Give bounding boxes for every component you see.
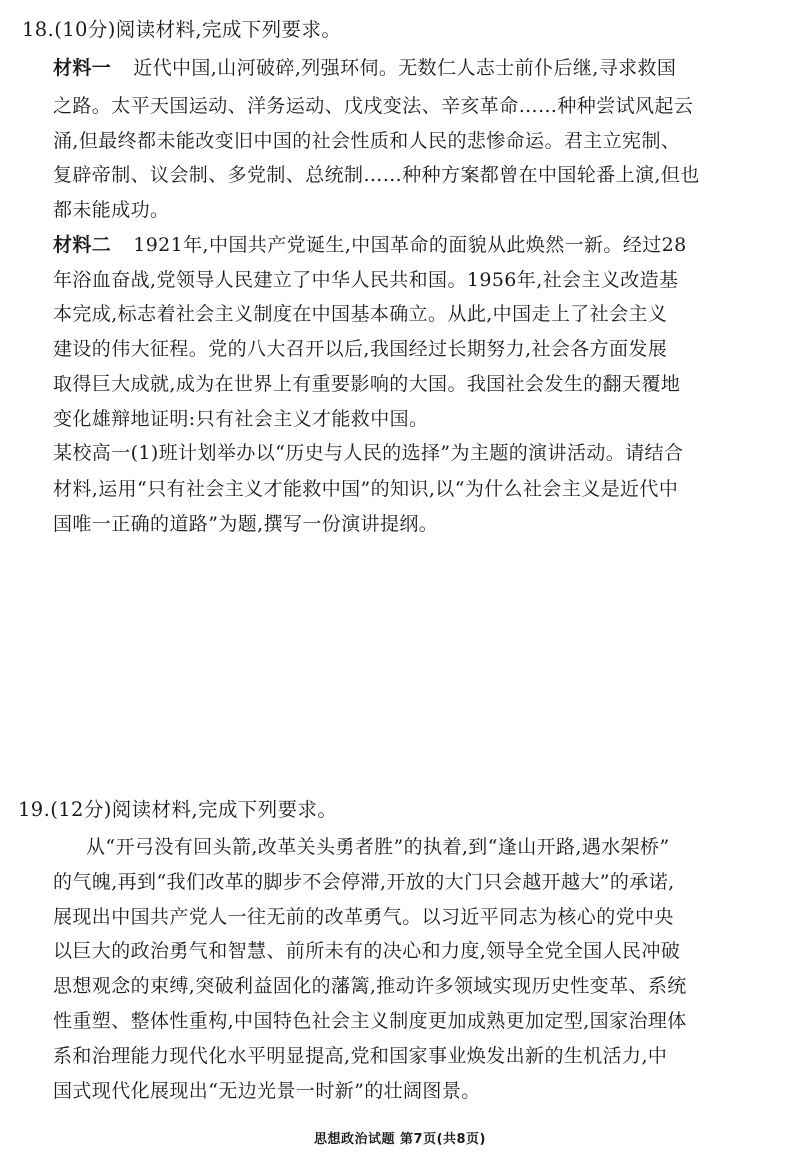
material-2-line-1: 材料二 1921年,中国共产党诞生,中国革命的面貌从此焕然一新。经过28 <box>53 234 687 256</box>
material-2-line-4: 建设的伟大征程。党的八大召开以后,我国经过长期努力,社会各方面发展 <box>53 338 668 360</box>
material-1-line-5: 都未能成功。 <box>53 199 170 221</box>
question-18-header: 18.(10分)阅读材料,完成下列要求。 <box>22 18 342 41</box>
question-19-line-2: 的气魄,再到“我们改革的脚步不会停滞,开放的大门只会越开越大”的承诺, <box>53 871 675 893</box>
material-2-line-3: 本完成,标志着社会主义制度在中国基本确立。从此,中国走上了社会主义 <box>53 303 668 325</box>
question-19-line-5: 思想观念的束缚,突破利益固化的藩篱,推动许多领域实现历史性变革、系统 <box>53 975 687 997</box>
material-1-label: 材料一 <box>53 57 112 79</box>
material-2-label: 材料二 <box>53 234 112 256</box>
question-18-task-line-1: 某校高一(1)班计划举办以“历史与人民的选择”为主题的演讲活动。请结合 <box>53 442 684 464</box>
page-footer: 思想政治试题 第7页(共8页) <box>314 1132 486 1147</box>
material-2-line-5: 取得巨大成就,成为在世界上有重要影响的大国。我国社会发生的翻天覆地 <box>53 373 681 395</box>
material-1-line-2: 之路。太平天国运动、洋务运动、戊戌变法、辛亥革命……种种尝试风起云 <box>53 95 694 117</box>
question-19-line-6: 性重塑、整体性重构,中国特色社会主义制度更加成熟更加定型,国家治理体 <box>53 1010 687 1032</box>
question-19-line-8: 国式现代化展现出“无边光景一时新”的壮阔图景。 <box>53 1080 481 1102</box>
question-19-line-1: 从“开弓没有回头箭,改革关头勇者胜”的执着,到“逢山开路,遇水架桥” <box>86 836 670 858</box>
material-1-line-4: 复辟帝制、议会制、多党制、总统制……种种方案都曾在中国轮番上演,但也 <box>53 164 700 186</box>
question-19-line-3: 展现出中国共产党人一往无前的改革勇气。以习近平同志为核心的党中央 <box>53 906 674 928</box>
material-2-line-2: 年浴血奋战,党领导人民建立了中华人民共和国。1956年,社会主义改造基 <box>53 269 679 291</box>
question-18-task-line-3: 国唯一正确的道路”为题,撰写一份演讲提纲。 <box>53 513 439 535</box>
question-19-line-4: 以巨大的政治勇气和智慧、前所未有的决心和力度,领导全党全国人民冲破 <box>53 940 681 962</box>
question-18-task-line-2: 材料,运用“只有社会主义才能救中国”的知识,以“为什么社会主义是近代中 <box>53 478 679 500</box>
question-19-line-7: 系和治理能力现代化水平明显提高,党和国家事业焕发出新的生机活力,中 <box>53 1045 668 1067</box>
question-19-header: 19.(12分)阅读材料,完成下列要求。 <box>18 798 338 821</box>
material-2-line-6: 变化雄辩地证明:只有社会主义才能救中国。 <box>53 408 429 430</box>
material-1-line-3: 涌,但最终都未能改变旧中国的社会性质和人民的悲惨命运。君主立宪制、 <box>53 130 681 152</box>
material-1-line-1: 材料一 近代中国,山河破碎,列强环伺。无数仁人志士前仆后继,寻求救国 <box>53 57 677 79</box>
